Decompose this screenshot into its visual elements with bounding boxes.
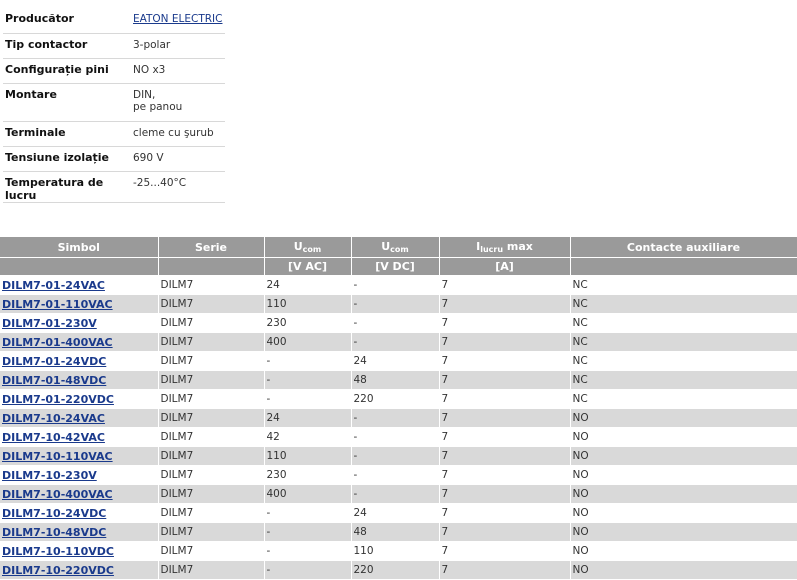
spec-label: Montare — [3, 83, 131, 121]
spec-value: 690 V — [133, 151, 164, 164]
cell-serie: DILM7 — [158, 428, 264, 447]
spec-label: Configurație pini — [3, 58, 131, 83]
cell-ilucru: 7 — [439, 466, 570, 485]
cell-ilucru: 7 — [439, 523, 570, 542]
cell-contacte: NC — [570, 314, 797, 333]
cell-contacte: NC — [570, 371, 797, 390]
cell-ucom-ac: 400 — [264, 333, 351, 352]
unit-simbol — [0, 258, 158, 276]
product-link[interactable]: DILM7-01-400VAC — [2, 335, 113, 349]
cell-ilucru: 7 — [439, 428, 570, 447]
product-link[interactable]: DILM7-10-42VAC — [2, 430, 105, 444]
product-link[interactable]: DILM7-10-48VDC — [2, 525, 107, 539]
unit-ucom-dc: [V DC] — [351, 258, 439, 276]
product-link[interactable]: DILM7-01-220VDC — [2, 392, 114, 406]
spec-row — [3, 83, 225, 121]
manufacturer-link[interactable]: EATON ELECTRIC — [133, 13, 223, 25]
cell-ucom-ac: 400 — [264, 485, 351, 504]
cell-ucom-dc: 48 — [351, 523, 439, 542]
cell-contacte: NO — [570, 466, 797, 485]
ucom-ac-subscript: com — [302, 245, 322, 254]
cell-contacte: NO — [570, 561, 797, 580]
spec-row — [3, 146, 225, 171]
unit-contacte — [570, 258, 797, 276]
cell-simbol — [0, 276, 158, 295]
spec-row — [3, 8, 225, 33]
cell-simbol — [0, 523, 158, 542]
col-header-simbol[interactable]: Simbol — [0, 237, 158, 258]
cell-ucom-dc: - — [351, 466, 439, 485]
product-link[interactable]: DILM7-01-110VAC — [2, 297, 113, 311]
spec-label: Tensiune izolație — [3, 146, 131, 171]
product-link[interactable]: DILM7-01-24VDC — [2, 354, 107, 368]
cell-ucom-dc: 24 — [351, 352, 439, 371]
spec-value-cell — [131, 83, 225, 121]
unit-ucom-ac: [V AC] — [264, 258, 351, 276]
cell-ilucru: 7 — [439, 561, 570, 580]
cell-simbol — [0, 485, 158, 504]
cell-ucom-ac: 230 — [264, 314, 351, 333]
cell-ucom-dc: - — [351, 333, 439, 352]
cell-ucom-ac: - — [264, 504, 351, 523]
cell-serie: DILM7 — [158, 523, 264, 542]
table-row — [0, 409, 797, 428]
table-row — [0, 542, 797, 561]
cell-ilucru: 7 — [439, 409, 570, 428]
spec-value-cell — [131, 8, 225, 33]
cell-serie: DILM7 — [158, 276, 264, 295]
table-row — [0, 352, 797, 371]
product-link[interactable]: DILM7-10-220VDC — [2, 563, 114, 577]
cell-contacte: NO — [570, 447, 797, 466]
product-link[interactable]: DILM7-01-24VAC — [2, 278, 105, 292]
cell-simbol — [0, 295, 158, 314]
cell-serie: DILM7 — [158, 295, 264, 314]
cell-ucom-dc: - — [351, 485, 439, 504]
cell-ucom-dc: 220 — [351, 390, 439, 409]
cell-ucom-dc: - — [351, 409, 439, 428]
spec-value-cell — [131, 146, 225, 171]
col-header-ilucru[interactable] — [439, 237, 570, 258]
spec-value: cleme cu şurub — [133, 126, 214, 139]
cell-contacte: NO — [570, 504, 797, 523]
cell-ilucru: 7 — [439, 295, 570, 314]
cell-simbol — [0, 352, 158, 371]
spec-label: Producător — [3, 8, 131, 33]
cell-serie: DILM7 — [158, 333, 264, 352]
table-row — [0, 371, 797, 390]
cell-ilucru: 7 — [439, 447, 570, 466]
cell-serie: DILM7 — [158, 561, 264, 580]
cell-ucom-dc: - — [351, 314, 439, 333]
ilucru-subscript: lucru — [480, 245, 504, 254]
spec-value: DIN, — [133, 88, 156, 101]
table-row — [0, 295, 797, 314]
cell-serie: DILM7 — [158, 485, 264, 504]
spec-value-line2: pe panou — [133, 100, 183, 113]
cell-contacte: NO — [570, 485, 797, 504]
cell-ucom-ac: 110 — [264, 295, 351, 314]
spec-label: Tip contactor — [3, 33, 131, 58]
cell-contacte: NC — [570, 295, 797, 314]
cell-simbol — [0, 428, 158, 447]
spec-value-cell — [131, 121, 225, 146]
spec-value-cell — [131, 58, 225, 83]
cell-ucom-ac: - — [264, 390, 351, 409]
table-row — [0, 504, 797, 523]
col-header-ucom-dc[interactable] — [351, 237, 439, 258]
product-link[interactable]: DILM7-10-24VDC — [2, 506, 107, 520]
product-link[interactable]: DILM7-01-48VDC — [2, 373, 107, 387]
spec-label: Temperatura de lucru — [3, 171, 131, 202]
cell-ucom-ac: 230 — [264, 466, 351, 485]
cell-serie: DILM7 — [158, 352, 264, 371]
cell-ucom-dc: 24 — [351, 504, 439, 523]
col-header-serie[interactable]: Serie — [158, 237, 264, 258]
cell-ilucru: 7 — [439, 504, 570, 523]
spec-row — [3, 121, 225, 146]
table-row — [0, 333, 797, 352]
ucom-dc-symbol: U — [381, 240, 391, 253]
cell-ucom-dc: - — [351, 276, 439, 295]
cell-ucom-ac: - — [264, 523, 351, 542]
table-row — [0, 447, 797, 466]
ilucru-suffix: max — [503, 240, 533, 253]
cell-ucom-ac: - — [264, 371, 351, 390]
cell-serie: DILM7 — [158, 409, 264, 428]
cell-simbol — [0, 390, 158, 409]
cell-serie: DILM7 — [158, 314, 264, 333]
table-row — [0, 428, 797, 447]
cell-ucom-ac: - — [264, 542, 351, 561]
product-link[interactable]: DILM7-10-400VAC — [2, 487, 113, 501]
cell-contacte: NC — [570, 390, 797, 409]
cell-ilucru: 7 — [439, 276, 570, 295]
table-row — [0, 485, 797, 504]
product-link[interactable]: DILM7-10-230V — [2, 468, 97, 482]
cell-contacte: NC — [570, 276, 797, 295]
table-row — [0, 390, 797, 409]
cell-serie: DILM7 — [158, 542, 264, 561]
product-link[interactable]: DILM7-10-110VAC — [2, 449, 113, 463]
cell-ucom-dc: - — [351, 295, 439, 314]
cell-simbol — [0, 333, 158, 352]
table-row — [0, 466, 797, 485]
cell-simbol — [0, 371, 158, 390]
cell-contacte: NO — [570, 542, 797, 561]
product-link[interactable]: DILM7-01-230V — [2, 316, 97, 330]
cell-serie: DILM7 — [158, 390, 264, 409]
unit-serie — [158, 258, 264, 276]
cell-simbol — [0, 561, 158, 580]
cell-ucom-dc: 220 — [351, 561, 439, 580]
table-row — [0, 276, 797, 295]
cell-ilucru: 7 — [439, 485, 570, 504]
cell-ucom-ac: 24 — [264, 276, 351, 295]
ilucru-symbol: I — [476, 240, 481, 253]
spec-value-cell — [131, 171, 225, 202]
specifications-table — [3, 8, 225, 203]
cell-simbol — [0, 504, 158, 523]
cell-ilucru: 7 — [439, 371, 570, 390]
table-units-row — [0, 258, 797, 276]
cell-serie: DILM7 — [158, 466, 264, 485]
cell-ilucru: 7 — [439, 390, 570, 409]
product-link[interactable]: DILM7-10-24VAC — [2, 411, 105, 425]
table-row — [0, 523, 797, 542]
cell-ucom-ac: 24 — [264, 409, 351, 428]
ucom-dc-subscript: com — [390, 245, 409, 254]
cell-serie: DILM7 — [158, 447, 264, 466]
cell-simbol — [0, 447, 158, 466]
cell-serie: DILM7 — [158, 504, 264, 523]
spec-value: NO x3 — [133, 63, 166, 76]
cell-simbol — [0, 542, 158, 561]
spec-row — [3, 171, 225, 202]
cell-contacte: NC — [570, 333, 797, 352]
cell-contacte: NC — [570, 352, 797, 371]
cell-contacte: NO — [570, 523, 797, 542]
cell-ilucru: 7 — [439, 314, 570, 333]
cell-ucom-ac: 42 — [264, 428, 351, 447]
cell-ucom-ac: - — [264, 352, 351, 371]
cell-contacte: NO — [570, 409, 797, 428]
cell-ucom-dc: - — [351, 447, 439, 466]
cell-ucom-ac: - — [264, 561, 351, 580]
table-header-row — [0, 237, 797, 258]
cell-contacte: NO — [570, 428, 797, 447]
cell-ucom-dc: 110 — [351, 542, 439, 561]
spec-value: -25...40°C — [133, 176, 187, 189]
cell-simbol — [0, 466, 158, 485]
spec-row — [3, 58, 225, 83]
cell-serie: DILM7 — [158, 371, 264, 390]
products-table — [0, 237, 797, 579]
cell-simbol — [0, 409, 158, 428]
unit-ilucru: [A] — [439, 258, 570, 276]
cell-ucom-dc: - — [351, 428, 439, 447]
cell-simbol — [0, 314, 158, 333]
cell-ucom-ac: 110 — [264, 447, 351, 466]
cell-ilucru: 7 — [439, 542, 570, 561]
spec-row — [3, 33, 225, 58]
cell-ucom-dc: 48 — [351, 371, 439, 390]
spec-value-cell — [131, 33, 225, 58]
table-row — [0, 314, 797, 333]
col-header-contacte[interactable]: Contacte auxiliare — [570, 237, 797, 258]
cell-ilucru: 7 — [439, 333, 570, 352]
spec-value: 3-polar — [133, 38, 171, 51]
spec-label: Terminale — [3, 121, 131, 146]
ucom-ac-symbol: U — [293, 240, 303, 253]
col-header-ucom-ac[interactable] — [264, 237, 351, 258]
product-link[interactable]: DILM7-10-110VDC — [2, 544, 114, 558]
cell-ilucru: 7 — [439, 352, 570, 371]
table-row — [0, 561, 797, 580]
